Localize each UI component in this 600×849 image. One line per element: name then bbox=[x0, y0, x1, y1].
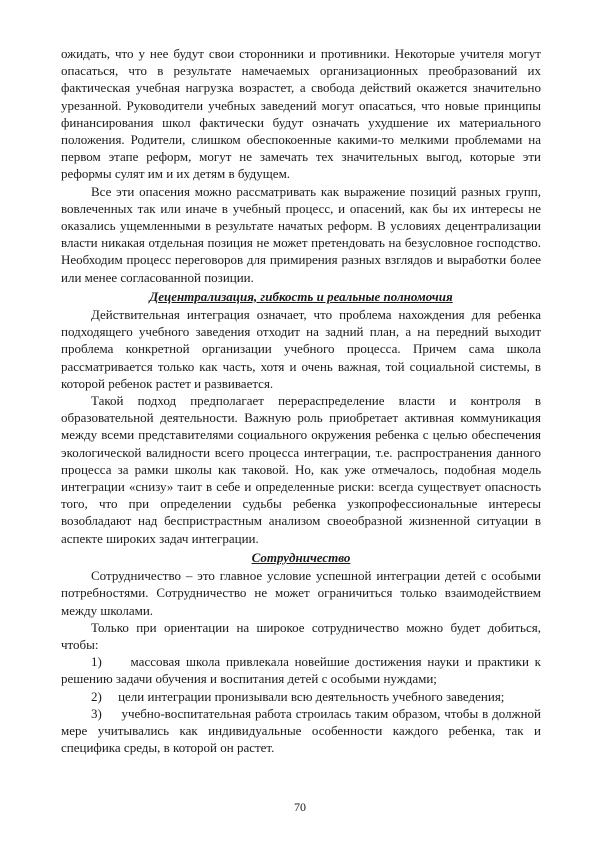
section-heading-cooperation: Сотрудничество bbox=[251, 549, 351, 565]
page-number: 70 bbox=[294, 800, 306, 814]
paragraph: Только при ориентации на широкое сотрудничество можно будет добиться, чтобы: bbox=[61, 619, 541, 652]
paragraph: Такой подход предполагает перераспределение власти и контроля в образовательной деятельности. Важную роль приобретает активная коммуникация между всеми представителями социального окружения ребенка с целью обеспечения экологической валидности всего процесса интеграции, т.е. распространения данного процесса за рамки школы как таковой. Но, как уже отмечалось, подобная модель интеграции «снизу» таит в себе и определенные риски: всегда существует опасность того, что при определении судьбы ребенка узкопрофессиональные интересы возобладают над беспристрастным анализом своеобразной жизненной ситуации в аспекте широких задач интеграции. bbox=[61, 393, 541, 546]
paragraph: Сотрудничество – это главное условие успешной интеграции детей с особыми потребностями. Сотрудничество не может ограничиться только взаимодействием между школами. bbox=[61, 568, 541, 618]
paragraph: Действительная интеграция означает, что проблема нахождения для ребенка подходящего учебного заведения отходит на задний план, а на передний выходит проблема конкретной организации учебного процесса. Причем сама школа рассматривается только как часть, хотя и очень важная, той социальной системы, в которой ребенок растет и развивается. bbox=[61, 307, 541, 391]
page-body bbox=[61, 45, 541, 756]
list-item: 3) учебно-воспитательная работа строилась таким образом, чтобы в должной мере учитывались как индивидуальные особенности каждого ребенка, так и специфика среды, в которой он растет. bbox=[61, 705, 541, 756]
list-item: 1) массовая школа привлекала новейшие достижения науки и практики к решению задачи обучения и воспитания детей с особыми нуждами; bbox=[61, 654, 541, 687]
paragraph-continuation: ожидать, что у нее будут свои сторонники и противники. Некоторые учителя могут опасаться, что в результате намечаемых организационных преобразований их фактическая учебная нагрузка возрастет, а свобода действий окажется значительно урезанной. Руководители учебных заведений могут опасаться, что новые принципы финансирования школ фактически будут означать ухудшение их материального положения. Родители, слишком обеспокоенные какими-то мелкими проблемами на первом этапе реформ, могут не замечать тех значительных выгод, которые эти реформы сулят им и их детям в будущем. bbox=[61, 46, 541, 182]
section-heading-decentralization: Децентрализация, гибкость и реальные полномочия bbox=[149, 288, 453, 304]
list-item: 2) цели интеграции пронизывали всю деятельность учебного заведения; bbox=[91, 688, 505, 704]
paragraph: Все эти опасения можно рассматривать как выражение позиций разных групп, вовлеченных так или иначе в учебный процесс, и опасений, как бы их интересы не оказались ущемленными в результате начатых реформ. В условиях децентрализации власти никакая отдельная позиция не может претендовать на безусловное господство. Необходим процесс переговоров для примирения разных взглядов и выработки более или менее согласованной позиции. bbox=[61, 183, 541, 285]
